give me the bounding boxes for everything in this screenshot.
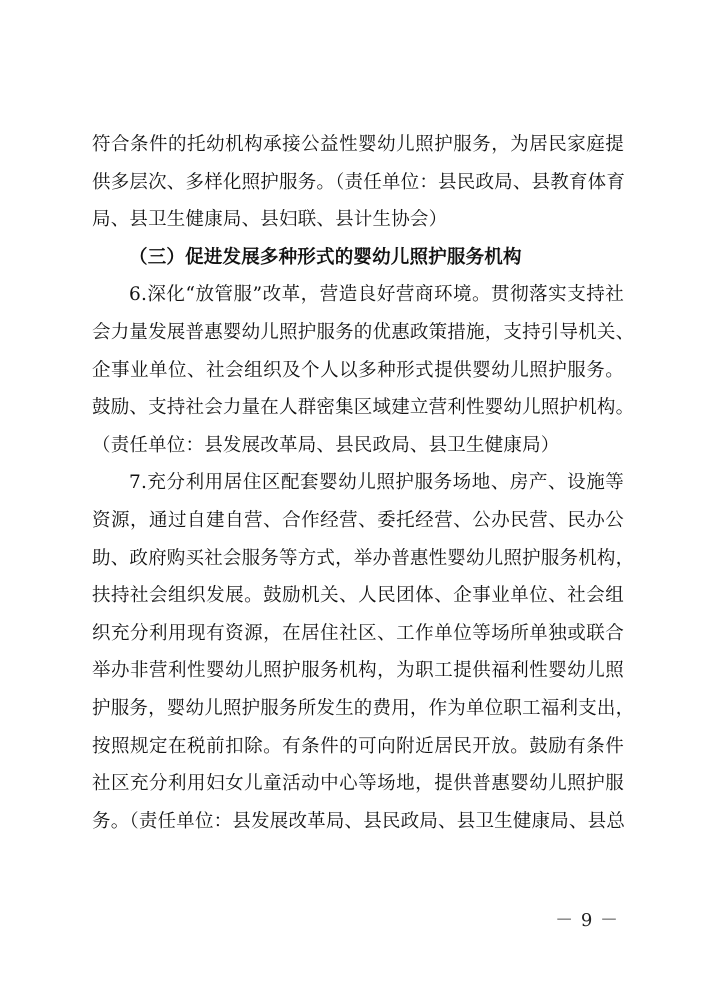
text-line-8: 鼓励、支持社会力量在人群密集区域建立营利性婴幼儿照护机构。 bbox=[92, 397, 635, 419]
text-line-9: （责任单位：县发展改革局、县民政局、县卫生健康局） bbox=[92, 434, 560, 456]
page-number: － 9 － bbox=[555, 910, 619, 931]
text-line-5: 6.深化“放管服”改革，营造良好营商环境。贯彻落实支持社 bbox=[129, 284, 624, 306]
text-line-12: 助、政府购买社会服务等方式，举办普惠性婴幼儿照护服务机构， bbox=[92, 547, 635, 569]
text-line-10: 7.充分利用居住区配套婴幼儿照护服务场地、房产、设施等 bbox=[129, 472, 624, 494]
text-line-15: 举办非营利性婴幼儿照护服务机构，为职工提供福利性婴幼儿照 bbox=[92, 660, 624, 682]
text-line-3: 局、县卫生健康局、县妇联、县计生协会） bbox=[92, 209, 448, 231]
text-line-2: 供多层次、多样化照护服务。（责任单位：县民政局、县教育体育 bbox=[92, 171, 626, 193]
text-line-7: 企事业单位、社会组织及个人以多种形式提供婴幼儿照护服务。 bbox=[92, 359, 624, 381]
text-line-13: 扶持社会组织发展。鼓励机关、人民团体、企事业单位、社会组 bbox=[92, 585, 624, 607]
text-line-1: 符合条件的托幼机构承接公益性婴幼儿照护服务，为居民家庭提 bbox=[92, 134, 624, 155]
text-line-11: 资源，通过自建自营、合作经营、委托经营、公办民营、民办公 bbox=[92, 509, 624, 531]
text-line-16: 护服务，婴幼儿照护服务所发生的费用，作为单位职工福利支出， bbox=[92, 697, 635, 719]
body-text bbox=[92, 126, 635, 840]
text-line-18: 社区充分利用妇女儿童活动中心等场地，提供普惠婴幼儿照护服 bbox=[92, 773, 624, 795]
text-line-19: 务。（责任单位：县发展改革局、县民政局、县卫生健康局、县总 bbox=[92, 810, 626, 832]
section-heading: （三）促进发展多种形式的婴幼儿照护服务机构 bbox=[129, 246, 522, 268]
text-line-17: 按照规定在税前扣除。有条件的可向附近居民开放。鼓励有条件 bbox=[92, 735, 624, 757]
text-line-6: 会力量发展普惠婴幼儿照护服务的优惠政策措施，支持引导机关、 bbox=[92, 321, 635, 343]
text-line-14: 织充分利用现有资源，在居住社区、工作单位等场所单独或联合 bbox=[92, 622, 624, 644]
